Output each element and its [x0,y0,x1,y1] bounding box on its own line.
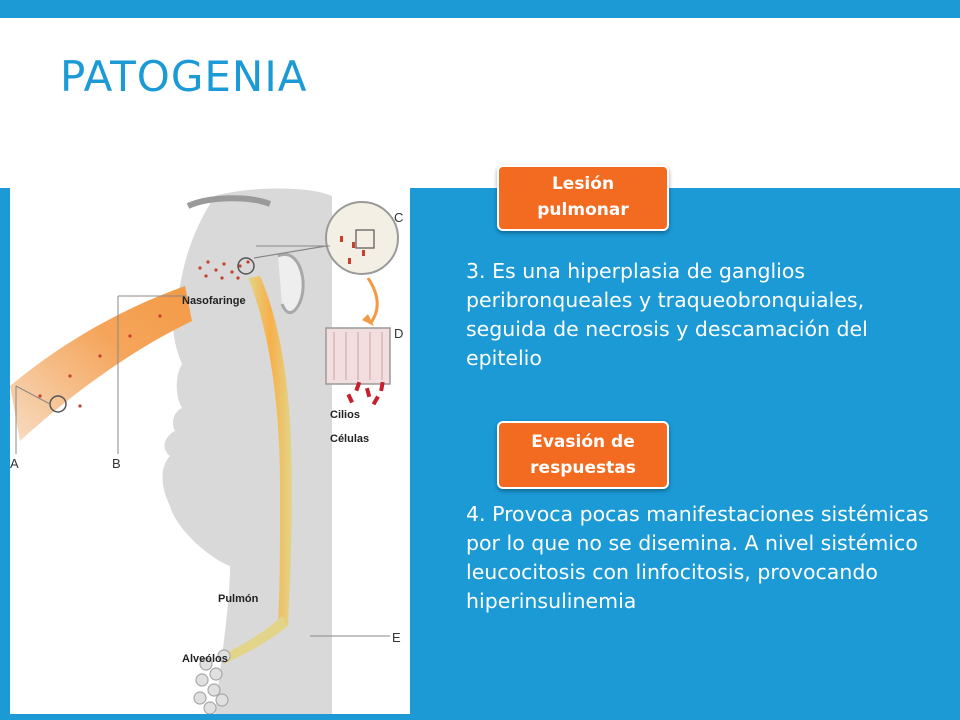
badge-line: Lesión [551,174,615,194]
label-cilios: Cilios [330,409,360,421]
label-alveolos: Alveólos [182,653,228,665]
point-3-text: 3. Es una hiperplasia de ganglios peribronqueales y traqueobronquiales, seguida de necrosis y descamación del epitelio [466,259,868,370]
badge-lesion-pulmonar [497,165,669,231]
badge-line: respuestas [530,458,636,478]
badge-evasion-respuestas [497,421,669,489]
badge-line: Evasión de [531,432,635,452]
label-c: C [394,210,404,225]
label-pulmon: Pulmón [218,593,259,605]
label-nasofaringe: Nasofaringe [182,295,246,307]
badge-line: pulmonar [537,200,629,220]
slide-title: PATOGENIA [60,52,308,101]
label-e: E [392,630,401,645]
label-celulas: Células [330,433,370,445]
pathogenesis-illustration [10,186,410,714]
inhaled-air-stream [10,286,192,441]
label-d: D [394,326,404,341]
point-4-text: 4. Provoca pocas manifestaciones sistémicas por lo que no se disemina. A nivel sistémico leucocitosis con linfocitosis, provocando hiperinsulinemia [466,502,929,613]
head-silhouette [163,189,333,715]
label-a: A [10,456,19,471]
callout-c-closeup [326,202,398,274]
top-accent-bar [0,0,960,18]
label-b: B [112,456,121,471]
